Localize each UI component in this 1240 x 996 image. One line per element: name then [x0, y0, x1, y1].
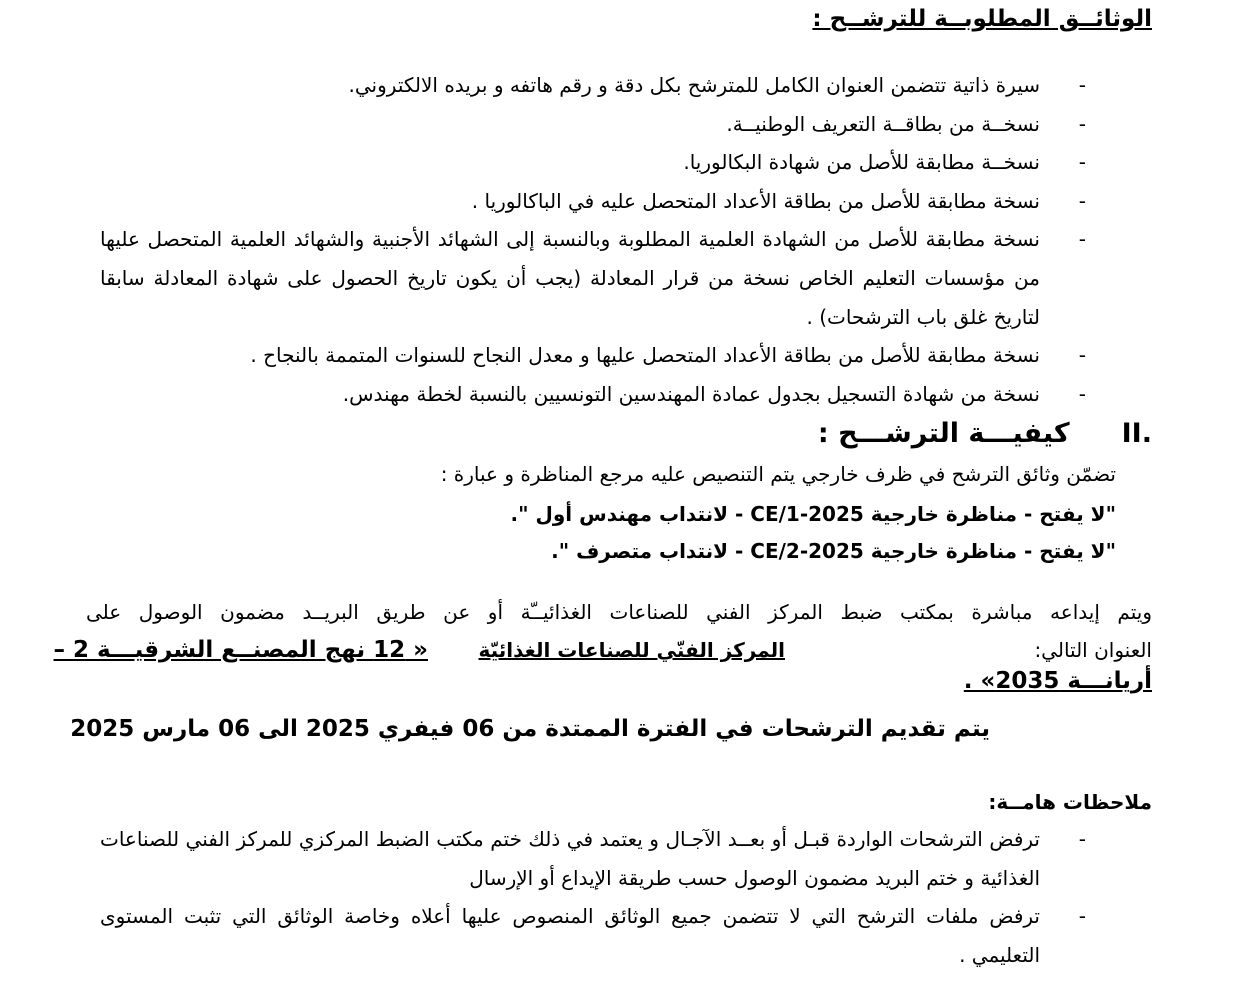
deposit-paragraph: ويتم إيداعه مباشرة بمكتب ضبط المركز الفني للصناعات الغذائيــّة أو عن طريق البريــد مضمون الوصول على: [86, 600, 1152, 624]
notes-list: [100, 820, 1152, 974]
section-title: كيفيـــة الترشـــح :: [817, 418, 1070, 449]
address-label: العنوان التالي:: [1034, 638, 1152, 662]
list-item: - نسخة مطابقة للأصل من بطاقة الأعداد المتحصل عليها و معدل النجاح للسنوات المتممة بالنجاح .: [100, 336, 1152, 375]
address-street: « 12 نهج المصنــع الشرقيـــة 2 –: [53, 637, 428, 663]
address-organization: المركز الفنّي للصناعات الغذائيّة: [478, 638, 785, 662]
envelope-label-engineer: "لا يفتح - مناظرة خارجية CE/1-2025 - لانتداب مهندس أول ".: [510, 502, 1116, 526]
section-number: II.: [1121, 418, 1152, 449]
list-item: - ترفض ملفات الترشح التي لا تتضمن جميع الوثائق المنصوص عليها أعلاه وخاصة الوثائق التي تثبت المستوى التعليمي .: [100, 897, 1152, 974]
list-item: - نسخة مطابقة للأصل من بطاقة الأعداد المتحصل عليه في الباكالوريا .: [100, 182, 1152, 221]
list-item: - نسخــة من بطاقــة التعريف الوطنيــة.: [100, 105, 1152, 144]
list-item: - نسخة من شهادة التسجيل بجدول عمادة المهندسين التونسيين بالنسبة لخطة مهندس.: [100, 375, 1152, 414]
list-item: - نسخة مطابقة للأصل من الشهادة العلمية المطلوبة وبالنسبة إلى الشهائد الأجنبية والشهائد العلمية المتحصل عليها من مؤسسات التعليم الخاص نسخة من قرار المعادلة (يجب أن يكون تاريخ الحصول على شهادة المعادلة سابقا لتاريخ غلق باب الترشحات) .: [100, 220, 1152, 336]
notes-title: ملاحظات هامــة:: [988, 790, 1152, 814]
application-intro: تضمّن وثائق الترشح في ظرف خارجي يتم التنصيص عليه مرجع المناظرة و عبارة :: [440, 462, 1116, 486]
address-city: أريانـــة 2035» .: [963, 668, 1152, 694]
list-item: - سيرة ذاتية تتضمن العنوان الكامل للمترشح بكل دقة و رقم هاتفه و بريده الالكتروني.: [100, 66, 1152, 105]
list-item: - ترفض الترشحات الواردة قبـل أو بعــد الآجـال و يعتمد في ذلك ختم مكتب الضبط المركزي للمركز الفني للصناعات الغذائية و ختم البريد مضمون الوصول حسب طريقة الإيداع أو الإرسال: [100, 820, 1152, 897]
section-heading: [818, 418, 1152, 449]
required-docs-list: [100, 66, 1152, 413]
envelope-label-administrator: "لا يفتح - مناظرة خارجية CE/2-2025 - لانتداب متصرف ".: [551, 539, 1116, 563]
application-period: يتم تقديم الترشحات في الفترة الممتدة من 06 فيفري 2025 الى 06 مارس 2025: [70, 716, 990, 742]
list-item: - نسخــة مطابقة للأصل من شهادة البكالوريا.: [100, 143, 1152, 182]
required-docs-title: الوثائــق المطلوبــة للترشــح :: [812, 6, 1152, 32]
